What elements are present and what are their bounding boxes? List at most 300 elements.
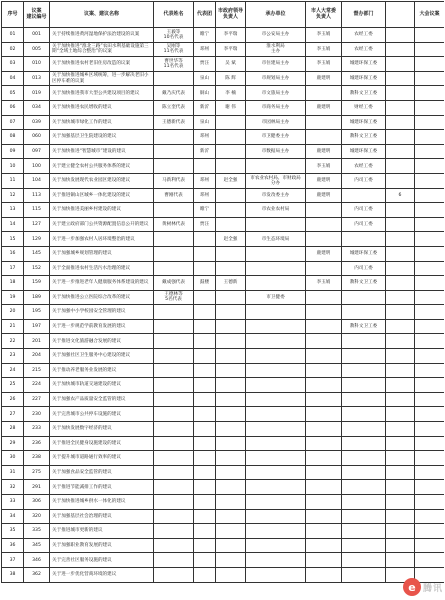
cell-delegation bbox=[194, 524, 216, 539]
cell-npc-leader: 李玉娟 bbox=[306, 276, 342, 291]
cell-congress-motion bbox=[415, 480, 445, 495]
cell-handling-unit: 市规划局主办 bbox=[246, 71, 306, 86]
cell-gov-leader bbox=[216, 436, 246, 451]
cell-npc-leader bbox=[306, 495, 342, 510]
header-cell-title: 议案、建议名称 bbox=[50, 2, 154, 28]
cell-congress-motion bbox=[415, 28, 445, 43]
cell-delegate bbox=[154, 232, 194, 247]
cell-handling-unit bbox=[246, 334, 306, 349]
cell-npc-leader bbox=[306, 436, 342, 451]
cell-supervising-dept: 内司工委 bbox=[342, 203, 386, 218]
cell-delegate bbox=[154, 334, 194, 349]
cell-supervising-dept bbox=[342, 422, 386, 437]
cell-title: 关于建立政府部门公共资源配置信息公开的建议 bbox=[50, 217, 154, 232]
cell-npc-leader: 李玉娟 bbox=[306, 159, 342, 174]
cell-code: 010 bbox=[24, 57, 50, 72]
table-row bbox=[2, 144, 445, 159]
cell-code: 197 bbox=[24, 319, 50, 334]
cell-npc-leader bbox=[306, 115, 342, 130]
cell-gov-leader bbox=[216, 509, 246, 524]
cell-gov-leader bbox=[216, 495, 246, 510]
cell-code: 195 bbox=[24, 305, 50, 320]
cell-gov-leader bbox=[216, 349, 246, 364]
cell-gov-leader bbox=[216, 538, 246, 553]
cell-congress-motion bbox=[415, 100, 445, 115]
cell-gov-leader bbox=[216, 115, 246, 130]
cell-delegation: 睢宁 bbox=[194, 203, 216, 218]
cell-delegate bbox=[154, 305, 194, 320]
cell-handling-unit bbox=[246, 363, 306, 378]
cell-delegate: 吴刚等 11名代表 bbox=[154, 42, 194, 57]
table-row bbox=[2, 305, 445, 320]
cell-extra bbox=[386, 392, 415, 407]
cell-delegate bbox=[154, 524, 194, 539]
cell-code: 034 bbox=[24, 100, 50, 115]
cell-title: 关于加强农产品质量安全监管的建议 bbox=[50, 392, 154, 407]
cell-gov-leader bbox=[216, 188, 246, 203]
cell-gov-leader: 赵全强 bbox=[216, 173, 246, 188]
cell-code: 019 bbox=[24, 86, 50, 101]
cell-supervising-dept: 内司工委 bbox=[342, 261, 386, 276]
cell-supervising-dept bbox=[342, 188, 386, 203]
cell-delegation: 鼓楼 bbox=[194, 276, 216, 291]
cell-title: 关于推进文化旅游融合发展的建议 bbox=[50, 334, 154, 349]
cell-npc-leader: 李玉娟 bbox=[306, 57, 342, 72]
cell-delegation bbox=[194, 436, 216, 451]
cell-delegation: 邳州 bbox=[194, 173, 216, 188]
cell-extra bbox=[386, 349, 415, 364]
cell-extra bbox=[386, 159, 415, 174]
cell-index: 08 bbox=[2, 130, 24, 145]
cell-gov-leader: 李平瑞 bbox=[216, 42, 246, 57]
cell-title: 关于加快推进“智慧城市”建设的建议 bbox=[50, 144, 154, 159]
cell-gov-leader bbox=[216, 480, 246, 495]
cell-index: 01 bbox=[2, 28, 24, 43]
cell-gov-leader bbox=[216, 130, 246, 145]
cell-index: 23 bbox=[2, 349, 24, 364]
cell-delegation: 新沂 bbox=[194, 100, 216, 115]
table-row bbox=[2, 261, 445, 276]
cell-supervising-dept bbox=[342, 305, 386, 320]
cell-gov-leader: 赵全强 bbox=[216, 232, 246, 247]
cell-delegate bbox=[154, 130, 194, 145]
cell-extra bbox=[386, 144, 415, 159]
cell-supervising-dept: 城建环保工委 bbox=[342, 246, 386, 261]
cell-npc-leader bbox=[306, 567, 342, 582]
cell-delegation bbox=[194, 349, 216, 364]
table-row bbox=[2, 363, 445, 378]
cell-index: 07 bbox=[2, 115, 24, 130]
cell-extra bbox=[386, 407, 415, 422]
cell-index: 18 bbox=[2, 276, 24, 291]
cell-title: 关于进一步加强农村人居环境整治的建议 bbox=[50, 232, 154, 247]
cell-npc-leader bbox=[306, 480, 342, 495]
cell-npc-leader bbox=[306, 334, 342, 349]
cell-npc-leader: 鹿建明 bbox=[306, 188, 342, 203]
cell-delegate: 王毅等 10名代表 bbox=[154, 28, 194, 43]
cell-delegate bbox=[154, 407, 194, 422]
cell-code: 238 bbox=[24, 451, 50, 466]
cell-delegation bbox=[194, 392, 216, 407]
table-row bbox=[2, 203, 445, 218]
cell-delegate bbox=[154, 261, 194, 276]
cell-extra bbox=[386, 451, 415, 466]
table-row bbox=[2, 407, 445, 422]
cell-congress-motion bbox=[415, 57, 445, 72]
cell-delegation bbox=[194, 232, 216, 247]
cell-title: 关于加快推进我市大型公共建设项目的建议 bbox=[50, 86, 154, 101]
cell-npc-leader bbox=[306, 261, 342, 276]
cell-delegate bbox=[154, 480, 194, 495]
cell-code: 204 bbox=[24, 349, 50, 364]
header-cell-supervising-dept: 督办部门 bbox=[342, 2, 386, 28]
cell-npc-leader bbox=[306, 422, 342, 437]
cell-supervising-dept bbox=[342, 480, 386, 495]
cell-npc-leader: 鹿建明 bbox=[306, 144, 342, 159]
cell-handling-unit bbox=[246, 451, 306, 466]
cell-index: 12 bbox=[2, 188, 24, 203]
sheet bbox=[1, 1, 444, 599]
table-row bbox=[2, 451, 445, 466]
cell-title: 关于加快推进公立医院综合改革的建议 bbox=[50, 290, 154, 305]
cell-handling-unit: 市文旅局主办 bbox=[246, 86, 306, 101]
cell-npc-leader: 李玉娟 bbox=[306, 28, 342, 43]
cell-congress-motion bbox=[415, 363, 445, 378]
cell-delegate bbox=[154, 465, 194, 480]
cell-gov-leader bbox=[216, 217, 246, 232]
cell-delegation bbox=[194, 246, 216, 261]
cell-gov-leader bbox=[216, 203, 246, 218]
cell-extra bbox=[386, 436, 415, 451]
table-row bbox=[2, 422, 445, 437]
cell-npc-leader bbox=[306, 553, 342, 568]
cell-extra bbox=[386, 173, 415, 188]
header-cell-code: 议案 建议编号 bbox=[24, 2, 50, 28]
cell-handling-unit bbox=[246, 553, 306, 568]
cell-delegation bbox=[194, 363, 216, 378]
cell-extra bbox=[386, 232, 415, 247]
cell-index: 28 bbox=[2, 422, 24, 437]
cell-supervising-dept bbox=[342, 451, 386, 466]
cell-handling-unit: 市卫健委 bbox=[246, 290, 306, 305]
cell-extra bbox=[386, 100, 415, 115]
cell-supervising-dept bbox=[342, 363, 386, 378]
cell-gov-leader bbox=[216, 567, 246, 582]
cell-handling-unit bbox=[246, 217, 306, 232]
cell-index: 04 bbox=[2, 71, 24, 86]
cell-npc-leader bbox=[306, 392, 342, 407]
cell-handling-unit bbox=[246, 378, 306, 393]
cell-npc-leader bbox=[306, 465, 342, 480]
cell-index: 20 bbox=[2, 305, 24, 320]
cell-title: 关于进一步推进老年人健康服务体系建设的建议 bbox=[50, 276, 154, 291]
cell-npc-leader bbox=[306, 319, 342, 334]
cell-code: 060 bbox=[24, 130, 50, 145]
table-row bbox=[2, 159, 445, 174]
cell-congress-motion bbox=[415, 144, 445, 159]
cell-supervising-dept: 教科文卫工委 bbox=[342, 276, 386, 291]
cell-congress-motion bbox=[415, 378, 445, 393]
cell-index: 21 bbox=[2, 319, 24, 334]
cell-extra bbox=[386, 290, 415, 305]
watermark-text: 腾讯 bbox=[422, 583, 443, 594]
cell-handling-unit bbox=[246, 465, 306, 480]
cell-extra bbox=[386, 422, 415, 437]
cell-index: 10 bbox=[2, 159, 24, 174]
cell-delegate: 王德林等 5名代表 bbox=[154, 290, 194, 305]
cell-npc-leader bbox=[306, 130, 342, 145]
cell-code: 335 bbox=[24, 524, 50, 539]
cell-title: 关于加快推进城乡区域统筹，进一步解决老旧小区停车难的议案 bbox=[50, 71, 154, 86]
cell-title: 关于加快推进美丽乡村建设的建议 bbox=[50, 203, 154, 218]
cell-gov-leader: 陈 辉 bbox=[216, 71, 246, 86]
cell-index: 34 bbox=[2, 509, 24, 524]
table-row bbox=[2, 553, 445, 568]
header-cell-congress-motion: 大会议案 bbox=[415, 2, 445, 28]
cell-delegation: 泉山 bbox=[194, 71, 216, 86]
cell-handling-unit bbox=[246, 159, 306, 174]
cell-congress-motion bbox=[415, 553, 445, 568]
cell-extra bbox=[386, 130, 415, 145]
cell-delegate bbox=[154, 422, 194, 437]
cell-delegate bbox=[154, 392, 194, 407]
cell-handling-unit: 市商务局主办 bbox=[246, 100, 306, 115]
cell-code: 097 bbox=[24, 144, 50, 159]
cell-index: 11 bbox=[2, 173, 24, 188]
cell-title: 关于加强职业教育发展的建议 bbox=[50, 538, 154, 553]
cell-code: 113 bbox=[24, 188, 50, 203]
cell-npc-leader bbox=[306, 86, 342, 101]
cell-code: 320 bbox=[24, 509, 50, 524]
cell-code: 306 bbox=[24, 495, 50, 510]
cell-gov-leader: 吴 斌 bbox=[216, 57, 246, 72]
table-row bbox=[2, 276, 445, 291]
cell-extra bbox=[386, 276, 415, 291]
cell-gov-leader: 谢 伟 bbox=[216, 100, 246, 115]
cell-code: 127 bbox=[24, 217, 50, 232]
cell-supervising-dept: 农经工委 bbox=[342, 42, 386, 57]
cell-delegate bbox=[154, 553, 194, 568]
table-row bbox=[2, 188, 445, 203]
cell-index: 30 bbox=[2, 451, 24, 466]
cell-delegate: 曹刚代表 bbox=[154, 188, 194, 203]
cell-code: 230 bbox=[24, 407, 50, 422]
cell-handling-unit: 淮水利局 主办 bbox=[246, 42, 306, 57]
cell-congress-motion bbox=[415, 495, 445, 510]
cell-index: 24 bbox=[2, 363, 24, 378]
cell-gov-leader bbox=[216, 392, 246, 407]
cell-delegation bbox=[194, 509, 216, 524]
cell-congress-motion bbox=[415, 349, 445, 364]
table-row bbox=[2, 480, 445, 495]
table-row bbox=[2, 42, 445, 57]
cell-delegate bbox=[154, 436, 194, 451]
table-row bbox=[2, 71, 445, 86]
cell-delegate: 黄树林代表 bbox=[154, 217, 194, 232]
cell-index: 19 bbox=[2, 290, 24, 305]
table-row bbox=[2, 378, 445, 393]
cell-code: 215 bbox=[24, 363, 50, 378]
cell-title: 关于推进节能减排工作的建议 bbox=[50, 480, 154, 495]
cell-supervising-dept: 财经工委 bbox=[342, 100, 386, 115]
cell-gov-leader bbox=[216, 553, 246, 568]
cell-title: 关于推进铜山区城乡一体化建设的建议 bbox=[50, 188, 154, 203]
cell-extra bbox=[386, 217, 415, 232]
cell-handling-unit bbox=[246, 246, 306, 261]
cell-handling-unit bbox=[246, 319, 306, 334]
cell-supervising-dept bbox=[342, 553, 386, 568]
cell-delegation: 贾汪 bbox=[194, 217, 216, 232]
cell-handling-unit: 市数据局主办 bbox=[246, 144, 306, 159]
cell-npc-leader bbox=[306, 203, 342, 218]
cell-delegate bbox=[154, 538, 194, 553]
cell-supervising-dept: 内司工委 bbox=[342, 173, 386, 188]
cell-title: 关于加快城市绿化工作的建议 bbox=[50, 115, 154, 130]
cell-congress-motion bbox=[415, 334, 445, 349]
cell-extra bbox=[386, 28, 415, 43]
cell-delegate bbox=[154, 567, 194, 582]
watermark-logo-icon: e bbox=[403, 578, 421, 596]
cell-code: 145 bbox=[24, 246, 50, 261]
cell-delegate: 戴成强代表 bbox=[154, 276, 194, 291]
table-row bbox=[2, 246, 445, 261]
cell-title: 关于进一步规范学前教育发展的建议 bbox=[50, 319, 154, 334]
cell-code: 227 bbox=[24, 392, 50, 407]
cell-index: 09 bbox=[2, 144, 24, 159]
cell-supervising-dept bbox=[342, 436, 386, 451]
cell-gov-leader bbox=[216, 465, 246, 480]
cell-index: 06 bbox=[2, 100, 24, 115]
table-row bbox=[2, 86, 445, 101]
cell-index: 25 bbox=[2, 378, 24, 393]
cell-handling-unit: 市园林局主办 bbox=[246, 115, 306, 130]
cell-title: 关于进一步优化营商环境的建议 bbox=[50, 567, 154, 582]
cell-code: 115 bbox=[24, 203, 50, 218]
table-row bbox=[2, 349, 445, 364]
cell-index: 29 bbox=[2, 436, 24, 451]
cell-title: 关于加强城乡规划管理的建议 bbox=[50, 246, 154, 261]
cell-title: 关于加快推进农村老旧住房改造的议案 bbox=[50, 57, 154, 72]
cell-title: 关于推动养老服务业发展的建议 bbox=[50, 363, 154, 378]
cell-npc-leader bbox=[306, 363, 342, 378]
cell-delegation bbox=[194, 567, 216, 582]
cell-supervising-dept bbox=[342, 524, 386, 539]
cell-npc-leader bbox=[306, 305, 342, 320]
cell-handling-unit bbox=[246, 495, 306, 510]
cell-code: 152 bbox=[24, 261, 50, 276]
table-row bbox=[2, 436, 445, 451]
cell-handling-unit bbox=[246, 509, 306, 524]
cell-extra bbox=[386, 495, 415, 510]
cell-supervising-dept bbox=[342, 392, 386, 407]
cell-npc-leader bbox=[306, 378, 342, 393]
cell-index: 22 bbox=[2, 334, 24, 349]
cell-congress-motion bbox=[415, 524, 445, 539]
cell-code: 345 bbox=[24, 538, 50, 553]
cell-supervising-dept bbox=[342, 232, 386, 247]
cell-extra bbox=[386, 305, 415, 320]
cell-supervising-dept: 城建环保工委 bbox=[342, 71, 386, 86]
cell-gov-leader bbox=[216, 159, 246, 174]
cell-supervising-dept bbox=[342, 538, 386, 553]
cell-index: 37 bbox=[2, 553, 24, 568]
cell-congress-motion bbox=[415, 436, 445, 451]
cell-delegation bbox=[194, 451, 216, 466]
cell-delegation bbox=[194, 407, 216, 422]
header-row bbox=[2, 2, 445, 28]
cell-index: 05 bbox=[2, 86, 24, 101]
cell-gov-leader: 李平瑞 bbox=[216, 28, 246, 43]
cell-title: 关于完善社区服务设施的建议 bbox=[50, 553, 154, 568]
cell-delegate bbox=[154, 349, 194, 364]
cell-delegation bbox=[194, 159, 216, 174]
cell-npc-leader bbox=[306, 290, 342, 305]
table-row bbox=[2, 524, 445, 539]
cell-supervising-dept bbox=[342, 495, 386, 510]
cell-extra bbox=[386, 538, 415, 553]
cell-congress-motion bbox=[415, 173, 445, 188]
cell-gov-leader bbox=[216, 319, 246, 334]
cell-npc-leader bbox=[306, 349, 342, 364]
cell-congress-motion bbox=[415, 305, 445, 320]
table-row bbox=[2, 509, 445, 524]
cell-congress-motion bbox=[415, 392, 445, 407]
cell-delegation: 睢宁 bbox=[194, 28, 216, 43]
cell-delegation: 泉山 bbox=[194, 115, 216, 130]
cell-index: 14 bbox=[2, 217, 24, 232]
table-row bbox=[2, 392, 445, 407]
cell-supervising-dept: 教科文卫工委 bbox=[342, 86, 386, 101]
cell-congress-motion bbox=[415, 538, 445, 553]
cell-extra: 6 bbox=[386, 188, 415, 203]
cell-handling-unit bbox=[246, 538, 306, 553]
cell-handling-unit: 市卫健委主办 bbox=[246, 130, 306, 145]
cell-supervising-dept: 城建环保工委 bbox=[342, 115, 386, 130]
cell-supervising-dept bbox=[342, 378, 386, 393]
cell-gov-leader bbox=[216, 422, 246, 437]
cell-delegation bbox=[194, 465, 216, 480]
table-row bbox=[2, 100, 445, 115]
cell-code: 039 bbox=[24, 115, 50, 130]
cell-delegation: 邳州 bbox=[194, 130, 216, 145]
cell-delegation bbox=[194, 319, 216, 334]
cell-delegate bbox=[154, 319, 194, 334]
cell-supervising-dept: 城建环保工委 bbox=[342, 57, 386, 72]
cell-index: 02 bbox=[2, 42, 24, 57]
table-row bbox=[2, 334, 445, 349]
table-row bbox=[2, 538, 445, 553]
cell-gov-leader bbox=[216, 524, 246, 539]
cell-handling-unit: 市住建局主办 bbox=[246, 57, 306, 72]
cell-supervising-dept: 教科文卫工委 bbox=[342, 319, 386, 334]
cell-extra bbox=[386, 378, 415, 393]
cell-congress-motion bbox=[415, 407, 445, 422]
cell-congress-motion bbox=[415, 115, 445, 130]
cell-delegate: 戴乃庆代表 bbox=[154, 86, 194, 101]
cell-congress-motion bbox=[415, 188, 445, 203]
cell-congress-motion bbox=[415, 203, 445, 218]
cell-delegate bbox=[154, 509, 194, 524]
cell-code: 291 bbox=[24, 480, 50, 495]
cell-code: 104 bbox=[24, 173, 50, 188]
cell-delegation bbox=[194, 422, 216, 437]
cell-congress-motion bbox=[415, 71, 445, 86]
cell-code: 236 bbox=[24, 436, 50, 451]
cell-delegation bbox=[194, 334, 216, 349]
proposal-table bbox=[1, 1, 444, 583]
cell-title: 关于加快发展现代农业园区建设的建议 bbox=[50, 173, 154, 188]
cell-gov-leader bbox=[216, 378, 246, 393]
